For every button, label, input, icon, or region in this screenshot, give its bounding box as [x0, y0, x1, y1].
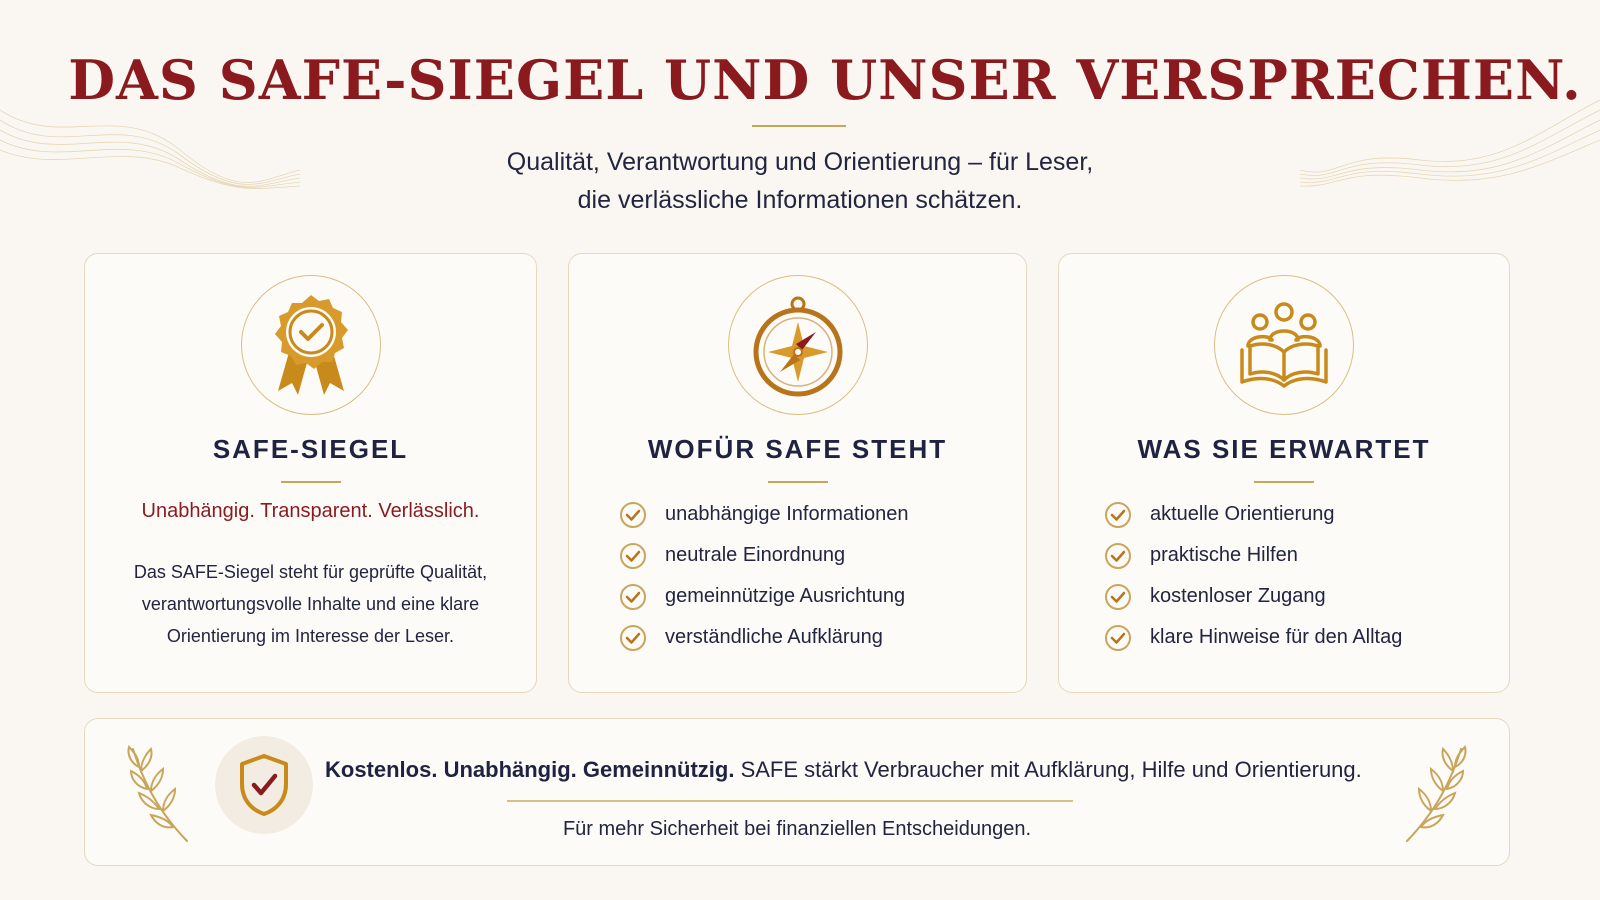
card-was-sie-erwartet: [1058, 253, 1510, 693]
page-subtitle: [0, 143, 1600, 219]
footer-statement: [325, 757, 1362, 783]
card-title: WOFÜR SAFE STEHT: [647, 434, 948, 464]
card-wofuer-safe-steht: [568, 253, 1027, 693]
check-circle-icon: [1104, 501, 1132, 529]
check-circle-icon: [1104, 624, 1132, 652]
footer-divider: [507, 800, 1073, 802]
card-divider: [281, 481, 341, 483]
list-item-label: klare Hinweise für den Alltag: [1150, 626, 1403, 648]
list-item: [1104, 576, 1402, 617]
feature-list: [619, 494, 909, 658]
list-item-label: praktische Hilfen: [1150, 544, 1298, 566]
shield-check-icon: [236, 752, 292, 818]
page-title: DAS SAFE-SIEGEL UND UNSER VERSPRECHEN.: [68, 48, 1582, 112]
card-title: WAS SIE ERWARTET: [1137, 434, 1431, 464]
list-item: [619, 617, 909, 658]
list-item-label: aktuelle Orientierung: [1150, 503, 1335, 525]
check-circle-icon: [619, 501, 647, 529]
list-item: [1104, 494, 1402, 535]
check-circle-icon: [619, 583, 647, 611]
award-rosette-icon: [268, 293, 354, 397]
subtitle-line-1: Qualität, Verantwortung und Orientierung – für Leser,: [506, 148, 1094, 176]
list-item-label: verständliche Aufklärung: [665, 626, 883, 648]
footer-statement-bold: Kostenlos. Unabhängig. Gemeinnützig.: [325, 757, 735, 782]
compass-icon: [750, 292, 846, 398]
card-tagline: Unabhängig. Transparent. Verlässlich.: [141, 500, 480, 522]
card-description: Das SAFE-Siegel steht für geprüfte Qualität, verantwortungsvolle Inhalte und eine klare Orientierung im Interesse der Leser.: [133, 562, 488, 646]
card-divider: [1254, 481, 1314, 483]
footer-banner: [84, 718, 1510, 866]
benefit-list: [1104, 494, 1402, 658]
list-item: [1104, 535, 1402, 576]
list-item: [619, 535, 909, 576]
badge-circle: [241, 275, 381, 415]
badge-circle: [1214, 275, 1354, 415]
laurel-branch-icon: [1401, 741, 1471, 845]
badge-circle: [728, 275, 868, 415]
check-circle-icon: [619, 624, 647, 652]
list-item: [619, 576, 909, 617]
people-book-icon: [1236, 300, 1332, 390]
list-item-label: unabhängige Informationen: [665, 503, 909, 525]
check-circle-icon: [619, 542, 647, 570]
list-item-label: neutrale Einordnung: [665, 544, 846, 566]
card-divider: [768, 481, 828, 483]
subtitle-line-2: die verlässliche Informationen schätzen.: [577, 186, 1023, 214]
list-item: [1104, 617, 1402, 658]
check-circle-icon: [1104, 583, 1132, 611]
list-item-label: kostenloser Zugang: [1150, 585, 1326, 607]
check-circle-icon: [1104, 542, 1132, 570]
title-divider: [752, 125, 846, 127]
card-title: SAFE-SIEGEL: [212, 434, 409, 464]
card-safe-siegel: [84, 253, 537, 693]
list-item-label: gemeinnützige Ausrichtung: [665, 585, 906, 607]
footer-tagline: Für mehr Sicherheit bei finanziellen Entscheidungen.: [562, 818, 1032, 840]
list-item: [619, 494, 909, 535]
footer-statement-text: SAFE stärkt Verbraucher mit Aufklärung, Hilfe und Orientierung.: [734, 757, 1362, 782]
